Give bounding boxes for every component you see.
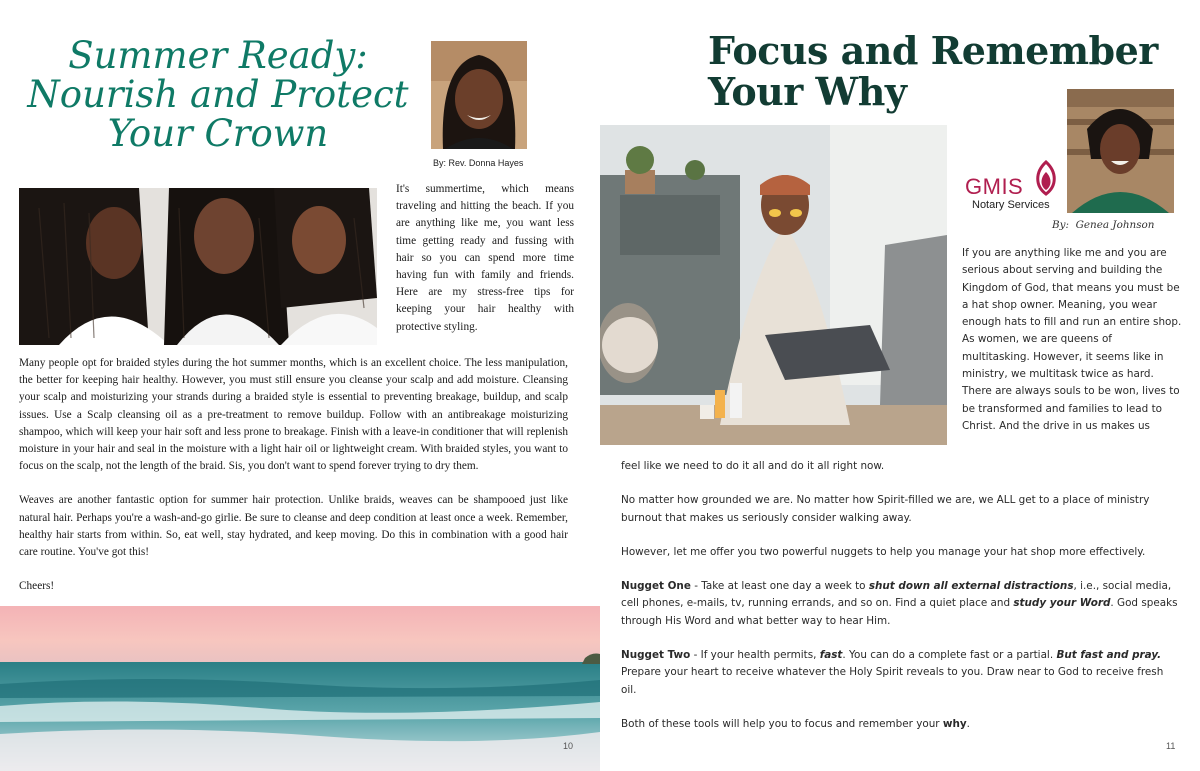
right-intro-paragraph: If you are anything like me and you are serious about serving and building the Kingdom of God, that means you must be a hat shop owner. Meaning, you wear enough hats to fill and run an entire shop. As women, we are queens of multitasking. However, it seems like in ministry, we multitask twice as hard. There are always souls to be won, lives to be transformed and families to lead to Christ. And the drive in us makes us: [962, 247, 1182, 432]
left-body-paragraph-1: Many people opt for braided styles during the hot summer months, which is an excellent choice. The less manipulation, the better for keeping hair healthy. However, you must still ensure you cleanse your scalp and add moisture. Cleansing your scalp and moisturizing your strands during a braided style is essential to preventing breakage, buildup, and scalp issues. Use a Scalp cleansing oil as a pre-treatment to remove buildup. Follow with an antibreakage moisturizing shampoo, which will keep your hair soft and less prone to breakage. Finish with a leave-in conditioner that will replenish moisture in your hair and seal in the moisture with a light hair oil or lightweight cream. With braided styles, you want to focus on the scalp, not the length of the braid. Sis, you don't want to spend forever trying to dry them.: [19, 357, 568, 473]
right-closing-paragraph: [621, 716, 1181, 733]
right-paragraph-3: However, let me offer you two powerful nuggets to help you manage your hat shop more effectively.: [621, 545, 1146, 558]
nugget-one-text-3: . God speaks through His Word and what better way to hear Him.: [621, 597, 1178, 627]
nugget-one-paragraph: [621, 578, 1181, 630]
nugget-two-paragraph: [621, 647, 1181, 699]
nugget-one-emphasis-1: shut down all external distractions: [868, 580, 1074, 593]
left-page-number: 10: [563, 741, 574, 751]
left-body: [19, 355, 568, 595]
woman-laptop-photo: [600, 125, 947, 445]
gmis-logo-text: GMIS: [965, 174, 1024, 199]
left-byline: By: Rev. Donna Hayes: [433, 158, 524, 168]
nugget-one-text-2: , i.e., social media, cell phones, e-mails, tv, running errands, and so on. Find a quiet place and: [621, 580, 1172, 610]
left-title-line-1: Summer Ready:: [68, 34, 368, 77]
left-article-title: [20, 36, 416, 153]
right-page: [600, 0, 1200, 771]
right-page-number: 11: [1166, 741, 1176, 751]
ocean-sunset-photo: [0, 606, 600, 771]
nugget-two-text-1: - If your health permits,: [690, 649, 820, 662]
right-paragraph-2: No matter how grounded we are. No matter how Spirit-filled we are, we ALL get to a place of ministry burnout that makes us seriously consider walking away.: [621, 494, 1150, 524]
nugget-two-label: Nugget Two: [621, 649, 691, 662]
left-title-line-3: Your Crown: [107, 112, 329, 155]
left-title-line-2: Nourish and Protect: [27, 73, 409, 116]
braided-models-photo: [19, 188, 377, 345]
closing-text: Both of these tools will help you to focus and remember your: [621, 717, 943, 730]
nugget-two-emphasis-1: fast: [819, 649, 843, 662]
closing-emphasis: why: [942, 717, 967, 730]
nugget-two-text-3: Prepare your heart to receive whatever the Holy Spirit reveals to you. Draw near to God to receive fresh oil.: [621, 666, 1164, 696]
author-photo-donna-hayes: [431, 41, 527, 149]
right-title-line-2: Your Why: [708, 69, 907, 114]
gmis-logo-mark: [1031, 160, 1061, 196]
nugget-two-emphasis-2: But fast and pray.: [1056, 649, 1162, 662]
right-title-line-1: Focus and Remember: [708, 28, 1158, 73]
closing-period: .: [966, 717, 970, 730]
right-continuation: feel like we need to do it all and do it all right now.: [621, 460, 885, 472]
right-body: [621, 458, 1181, 733]
author-photo-genea-johnson: [1067, 89, 1174, 213]
gmis-logo: [965, 160, 1065, 214]
left-signoff: Cheers!: [19, 580, 55, 593]
nugget-one-emphasis-2: study your Word: [1013, 597, 1111, 610]
right-byline: By: Genea Johnson: [1052, 219, 1155, 231]
nugget-two-text-2: . You can do a complete fast or a partial.: [842, 649, 1057, 662]
left-body-paragraph-2: Weaves are another fantastic option for summer hair protection. Unlike braids, weaves can be shampooed just like natural hair. Perhaps you're a wash-and-go girlie. Be sure to cleanse and deep condition at least once a week. Remember, healthy hair starts from within. So, eat well, stay hydrated, and keep moving. Do this in combination with a good hair care routine. You've got this!: [19, 494, 568, 559]
left-intro-paragraph: It's summertime, which means traveling and hitting the beach. If you are anything like me, you want less time getting ready and fussing with hair so you can spend more time having fun with family and friends. Here are my stress-free tips for keeping your hair healthy with protective styling.: [396, 183, 574, 333]
gmis-logo-subtext: Notary Services: [972, 199, 1050, 211]
nugget-one-label: Nugget One: [621, 580, 691, 593]
nugget-one-text-1: - Take at least one day a week to: [690, 580, 869, 593]
